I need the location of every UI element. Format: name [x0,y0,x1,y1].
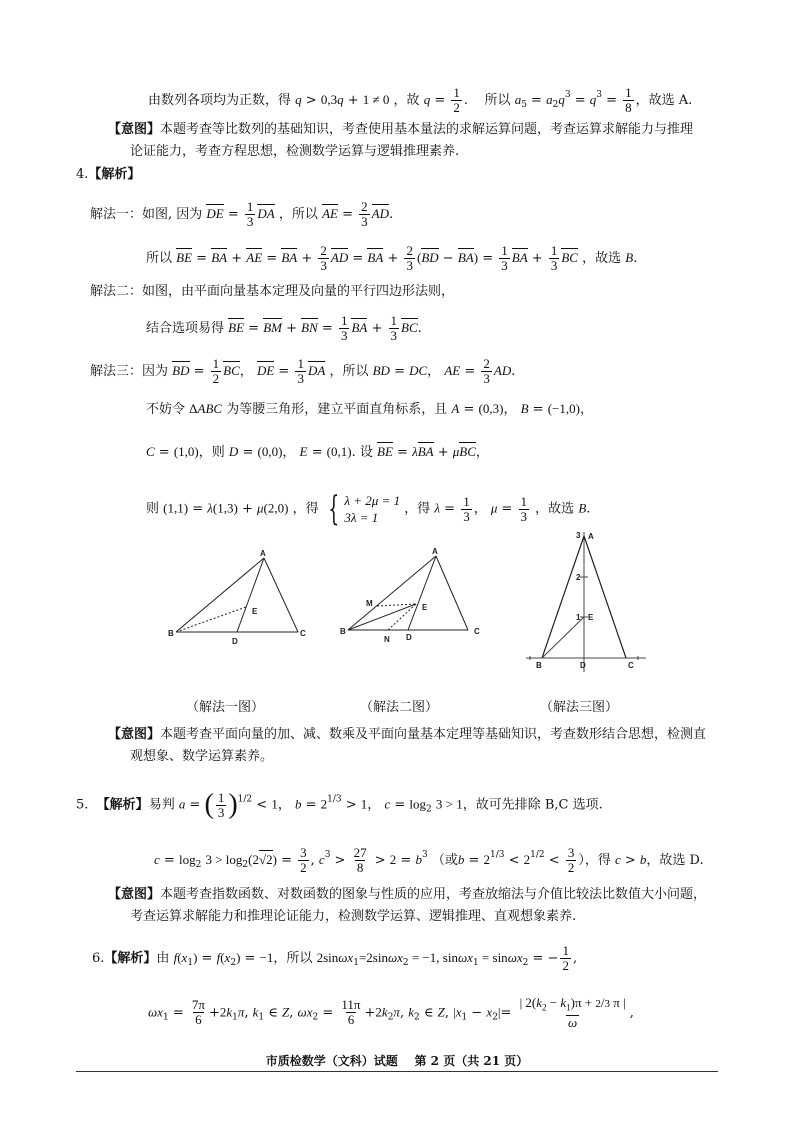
q3-line-1: 由数列各项均为正数，得 q > 0,3q + 1 ≠ 0 ，故 q = $\frac{1}{2}$ . 所以 $a_5 = a_2q^3 = q^3$ = $\frac{1}{8}$ ，故选 A. [148,85,693,115]
fig1-label-d: D [232,637,238,646]
q5-line-1: 5. 【解析】易判 a = ( $\frac{1}{3}$ )$^{1/2}$ < 1， $b = 2^{1/3} > 1$， $c = \log_2 3 > 1$，故可先排除 B,C 选项. [76,789,603,820]
q4-method3-line3: C = (1,0)，则 D = (0,0)， E = (0,1). 设 BE = λBA + μBC， [146,444,489,460]
q4-method2-line1: 解法二：如图，由平面向量基本定理及向量的平行四边形法则， [90,284,455,299]
fig2-label-n: N [384,635,390,644]
fig2-label-d: D [406,633,412,642]
fig3-label-d: D [580,661,586,670]
fig3-edge-ba [542,536,584,658]
q5-intent-2: 考查运算求解能力和推理论证能力，检测数学运算、逻辑推理、直观想象素养. [130,909,577,924]
q4-intent-2: 观想象、数学运算素养。 [130,749,274,764]
fig3-label-e: E [588,613,594,622]
q4-heading: 4.【解析】 [76,167,141,182]
fig2-label-b: B [340,627,346,636]
q3-intent-1: 【意图】本题考查等比数列的基础知识，考查使用基本量法的求解运算问题，考查运算求解能力与推理 [108,122,694,137]
q6-line-1: 6.【解析】由 $f(x_1) = f(x_2) = -1$，所以 2sinωx$_1$=2sinωx$_2$ = −1, sinωx$_1$ = sinωx$_2$ = − $\frac{1}{2}$ , [92,943,578,973]
fig1-edge-ac [264,558,298,632]
fig2-edge-ac [436,556,468,630]
fig3-tick-label-1: 1 [576,613,581,622]
fig2-segment-ad [408,556,436,630]
page-footer: 市质检数学（文科）试题 第 2 页（共 21 页） [265,1054,529,1068]
q4-method2-line2: 结合选项易得 BE = BM + BN = $\frac{1}{3}$ BA + $\frac{1}{3}$ BC. [146,313,422,343]
q5-intent-1: 【意图】本题考查指数函数、对数函数的图象与性质的应用，考查放缩法与介值比较法比数值大小问题， [108,887,707,902]
q5-line-2: $c = \log_2 3 > \log_2(2√2)$ = $\frac{3}{2}$ , $c^3$ > $\frac{27}{8}$ > $2 = b^3$ （或$b = 2^{1/3} < 2^{1/2}$ < $\frac{3}{2}$ ），得 c > b，故选 D. [154,845,704,875]
figure-method-1 [166,548,312,648]
fig3-label-a: A [588,532,594,541]
fig2-label-c: C [474,627,480,636]
q3-intent-2: 论证能力，考查方程思想，检测数学运算与逻辑推理素养. [130,144,460,159]
caption-method-2: （解法二图） [360,700,439,715]
fig3-label-c: C [628,661,634,670]
caption-method-1: （解法一图） [186,700,265,715]
fig1-label-c: C [300,629,306,638]
fig2-label-e: E [422,603,428,612]
fig1-label-a: A [260,549,266,558]
caption-method-3: （解法三图） [540,700,619,715]
q4-method3-line1: 解法三：因为 BD = $\frac{1}{2}$ BC， DE = $\frac{1}{3}$ DA ，所以 BD = DC， AE = $\frac{2}{3}$ AD. [90,356,516,386]
fig3-edge-ac [584,536,626,658]
figure-method-2 [336,540,486,648]
figure-method-3 [520,526,650,674]
fig3-tick-label-2: 2 [576,573,581,582]
fig3-segment-be [542,617,584,658]
fig2-segment-me [377,604,416,606]
fig2-label-a: A [432,547,438,556]
q4-method3-line2: 不妨令 ΔABC 为等腰三角形，建立平面直角标系，且 A = (0,3)， B = (−1,0)， [146,401,593,417]
q4-method3-line4: 则 (1,1) = λ(1,3) + μ(2,0) ，得 { λ + 2μ = 1 3λ = 1 ，得 λ = $\frac{1}{3}$ ， μ = $\frac{1}{3}$ ，故选 B. [146,489,591,529]
fig2-segment-be [348,604,416,630]
fig1-label-b: B [168,629,174,638]
fig1-label-e: E [252,607,258,616]
fig1-segment-be [176,607,246,632]
fig3-tick-label-3: 3 [576,531,581,540]
footer-rule [76,1071,718,1072]
fig3-label-b: B [536,661,542,670]
fig2-label-m: M [366,599,373,608]
fig2-edge-ba [348,556,436,630]
q4-method1-line1: 解法一：如图, 因为 DE = $\frac{1}{3}$ DA ，所以 AE = $\frac{2}{3}$ AD. [90,199,394,229]
q6-line-2: $\omega x_1$ = $\frac{7\pi}{6}$ $+2k_1\pi$, $k_1$ ∈ Z, $\omega x_2$ = $\frac{11\pi}{6}$ $+2k_2\pi$, $k_2$ ∈ Z, $|x_1 - x_2|=$ $\frac{| 2(k_2 - k_1)\pi + 2/3 \pi |}{\omega}$ , [148,995,634,1030]
q4-method1-line2: 所以 BE = BA + AE = BA + $\frac{2}{3}$ AD = BA + $\frac{2}{3}$ (BD − BA) = $\frac{1}{3}$ BA + $\frac{1}{3}$ BC ，故选 B. [146,243,638,273]
q4-intent-1: 【意图】本题考查平面向量的加、减、数乘及平面向量基本定理等基础知识，考查数形结合思想，检测直 [108,727,707,742]
fig2-segment-ne [388,604,416,630]
